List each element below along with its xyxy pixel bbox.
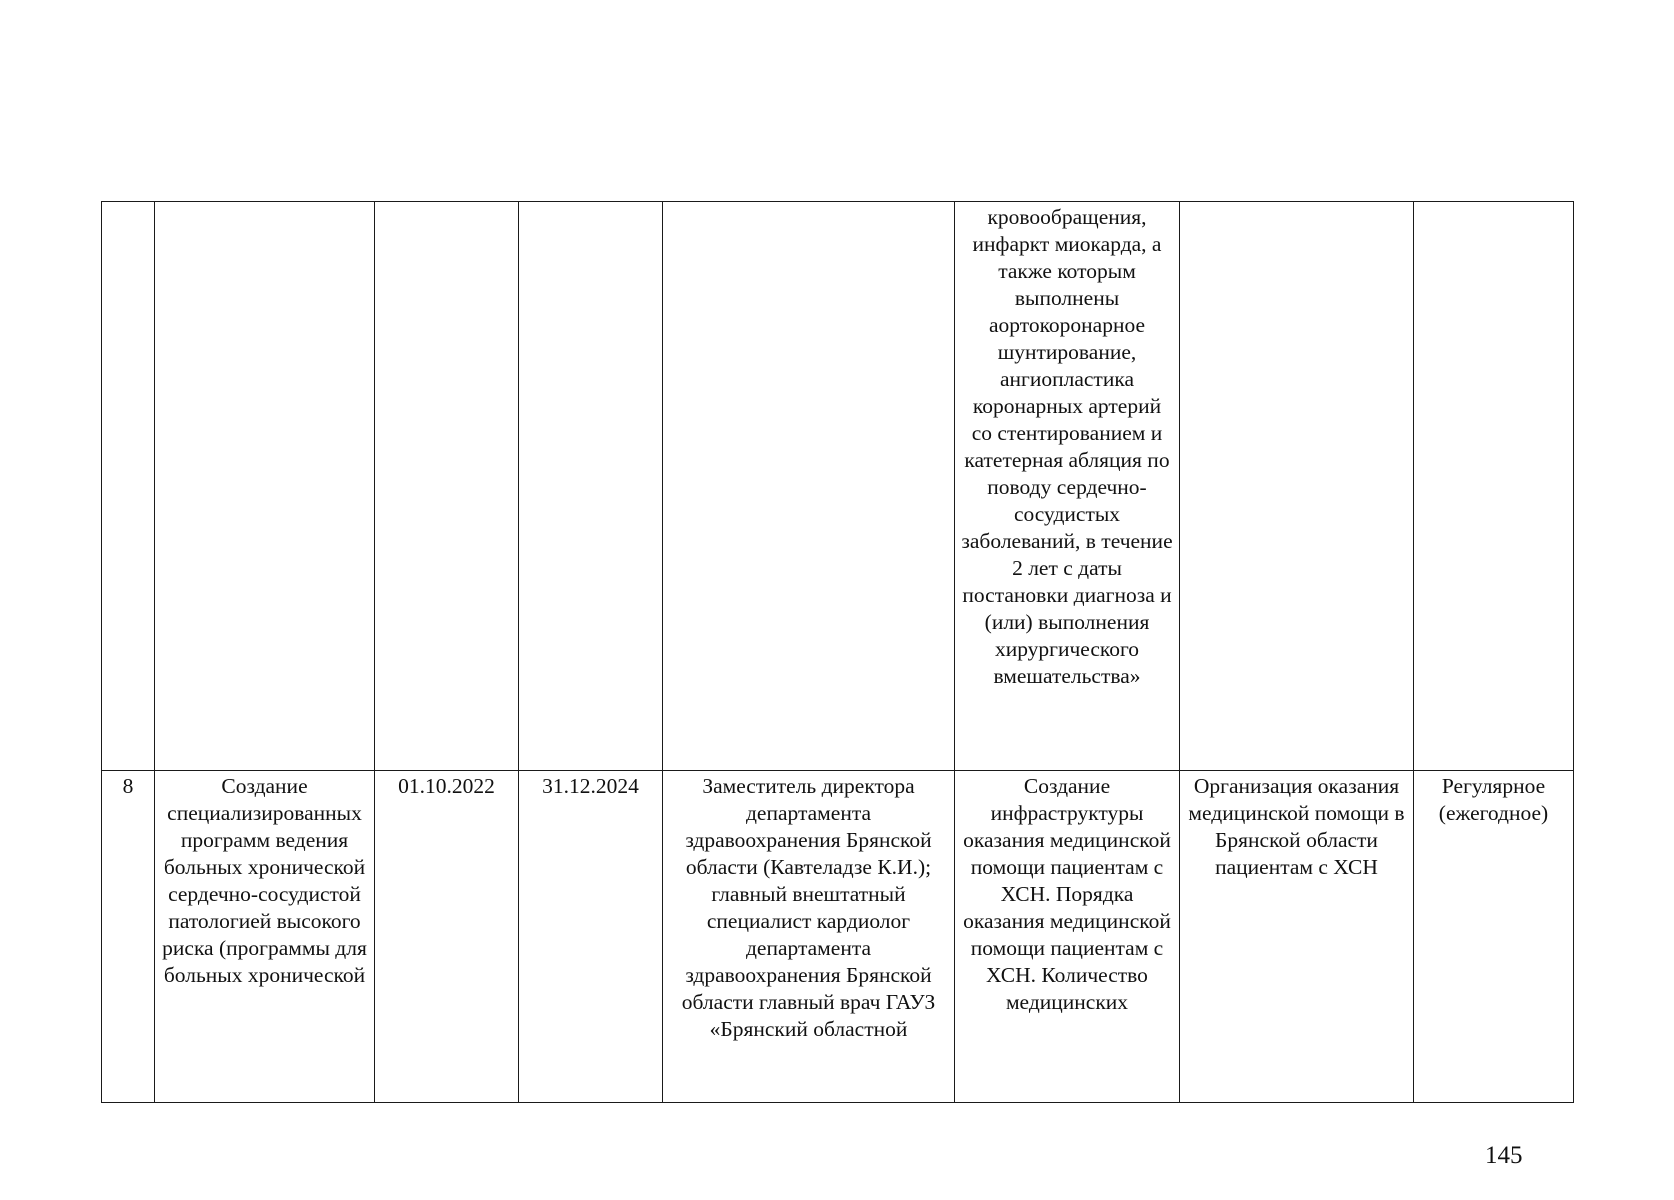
frequency-text: Регулярное (ежегодное): [1438, 774, 1549, 825]
cell-activity: [155, 771, 375, 1103]
page-number: 145: [1485, 1142, 1523, 1169]
cell-frequency: [1414, 771, 1574, 1103]
result-continued-text: кровообращения, инфаркт миокарда, а также которым выполнены аортокоронарное шунтирование, ангиопластика коронарных артерий со стентированием и катетерная абляция по поводу сердечно-сосудистых заболеваний, в течение 2 лет с даты постановки диагноза и (или) выполнения хирургического вмешательства»: [961, 205, 1173, 688]
cell-result: [955, 771, 1180, 1103]
cell-start-date: [375, 771, 519, 1103]
indicator-text: Организация оказания медицинской помощи в Брянской области пациентам с ХСН: [1188, 774, 1405, 879]
cell-indicator-empty: [1180, 202, 1414, 771]
cell-responsible: [663, 771, 955, 1103]
cell-responsible-empty: [663, 202, 955, 771]
responsible-text: Заместитель директора департамента здравоохранения Брянской области (Кавтеладзе К.И.); главный внештатный специалист кардиолог департамента здравоохранения Брянской области главный врач ГАУЗ «Брянский областной: [681, 774, 936, 1041]
cell-number: [102, 771, 155, 1103]
cell-frequency-empty: [1414, 202, 1574, 771]
cell-indicator: [1180, 771, 1414, 1103]
result-text: Создание инфраструктуры оказания медицинской помощи пациентам с ХСН. Порядка оказания медицинской помощи пациентам с ХСН. Количество медицинских: [963, 774, 1171, 1014]
table-row-continued: [102, 202, 1574, 771]
cell-number-empty: [102, 202, 155, 771]
cell-end-date: [519, 771, 663, 1103]
table-row-8: [102, 771, 1574, 1103]
cell-end-date-empty: [519, 202, 663, 771]
activity-text: Создание специализированных программ ведения больных хронической сердечно-сосудистой патологией высокого риска (программы для больных хронической: [162, 774, 367, 987]
cell-result-continued: [955, 202, 1180, 771]
row-number: 8: [122, 774, 134, 798]
cell-activity-empty: [155, 202, 375, 771]
measures-table: [101, 201, 1574, 1103]
cell-start-date-empty: [375, 202, 519, 771]
start-date: 01.10.2022: [398, 774, 495, 798]
end-date: 31.12.2024: [542, 774, 639, 798]
